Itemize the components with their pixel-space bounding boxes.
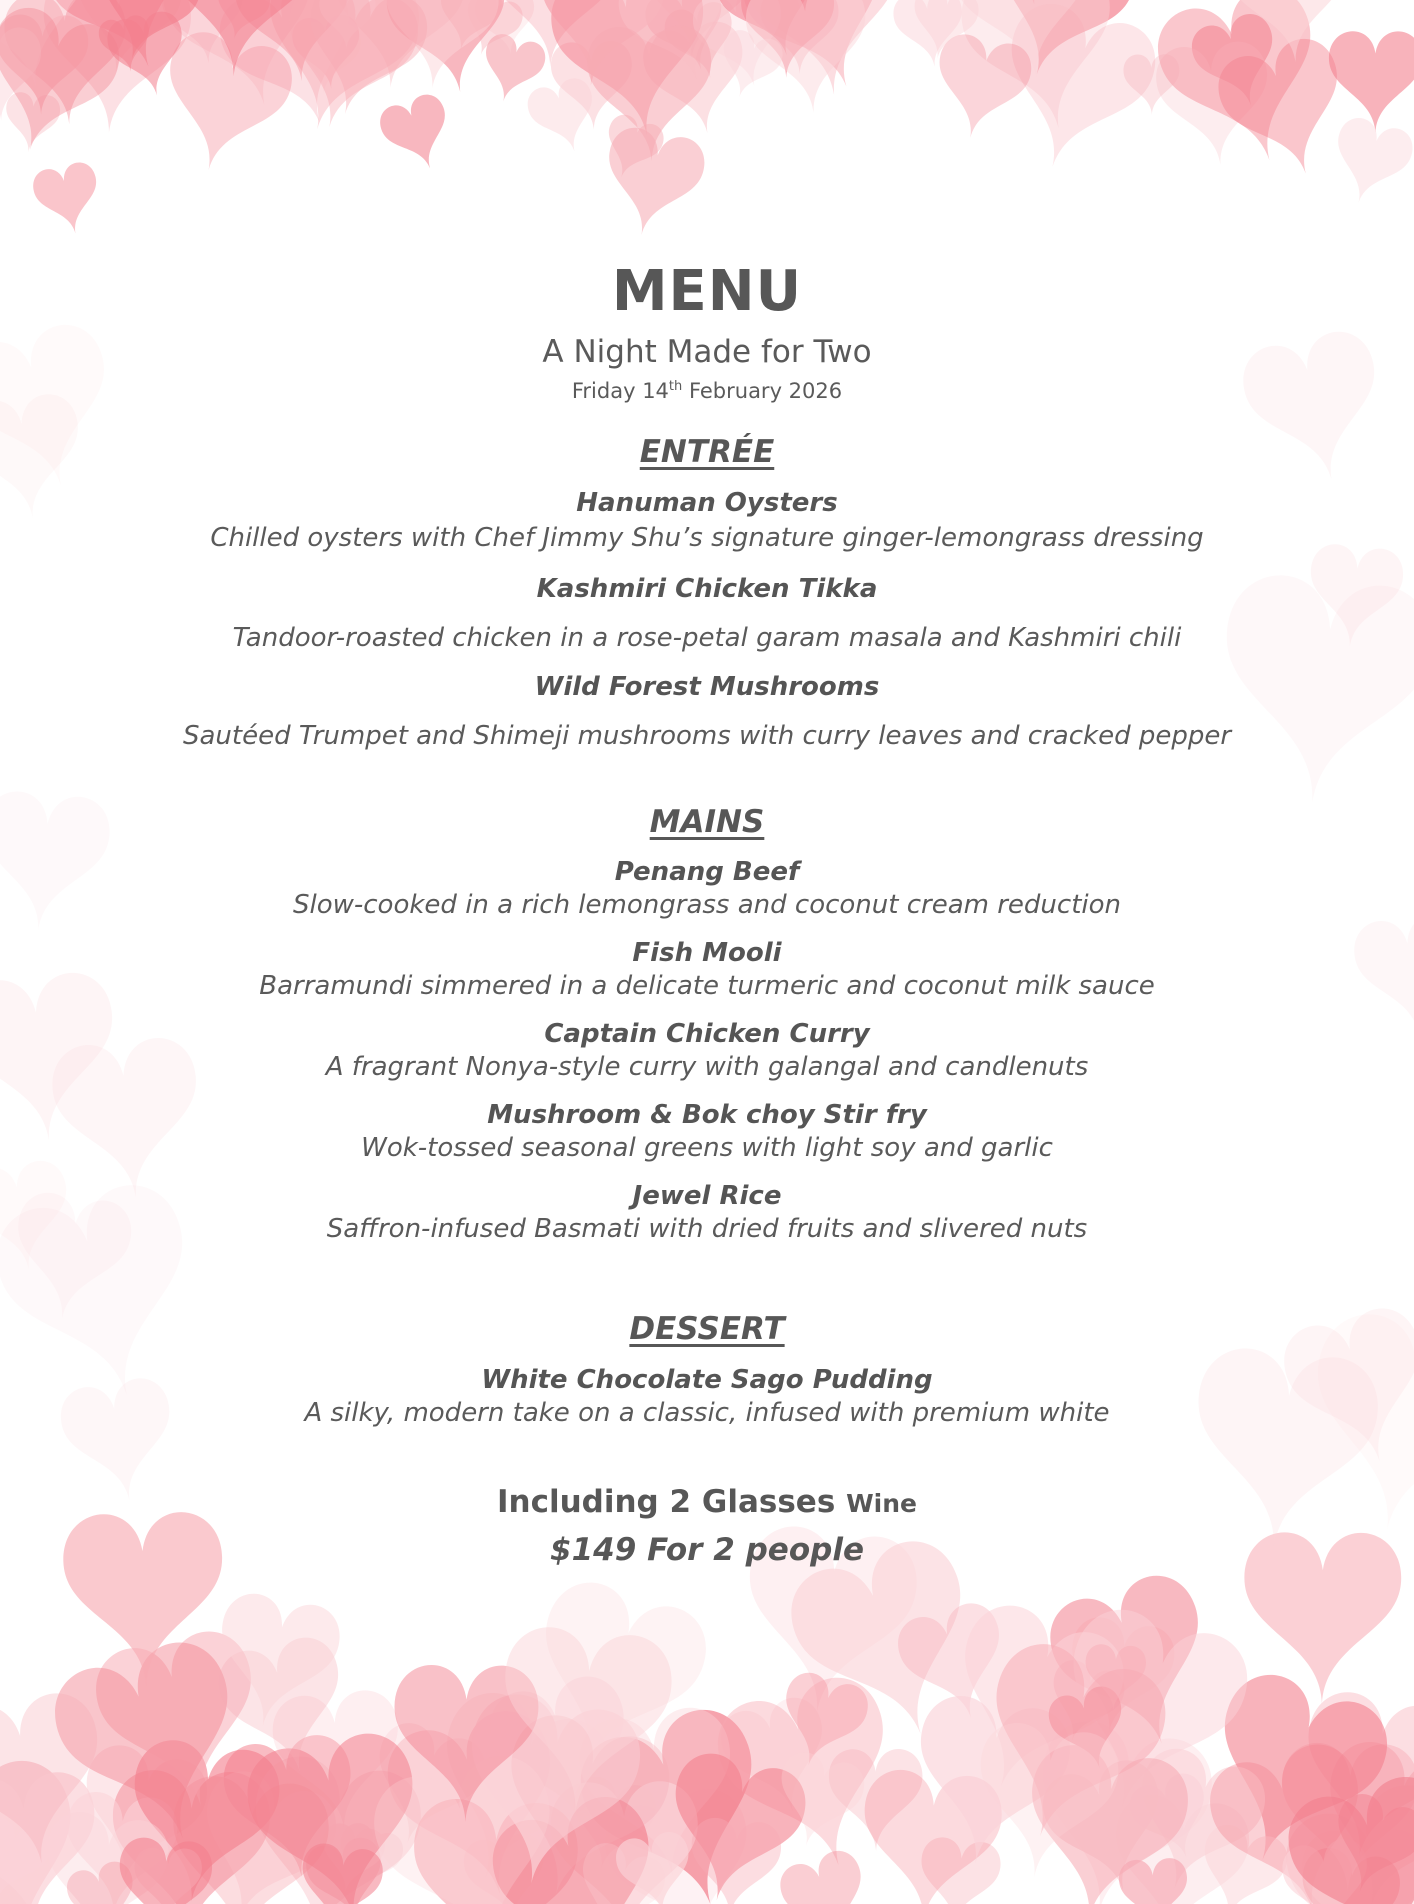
date-ordinal: th	[668, 379, 683, 394]
section-heading-mains: MAINS	[649, 804, 765, 840]
dish-name: Jewel Rice	[632, 1181, 782, 1211]
dish-description: A fragrant Nonya-style curry with galangal and candlenuts	[325, 1052, 1089, 1082]
section-heading-dessert: DESSERT	[629, 1311, 785, 1347]
dish-description: Slow-cooked in a rich lemongrass and coconut cream reduction	[292, 890, 1121, 920]
wine-inclusion	[0, 1482, 1414, 1524]
wine-label: Wine	[846, 1489, 917, 1518]
page-title: MENU	[611, 259, 803, 324]
dish-description: Barramundi simmered in a delicate turmeric and coconut milk sauce	[259, 971, 1155, 1001]
dish-description: A silky, modern take on a classic, infused with premium white	[304, 1398, 1110, 1428]
wine-inclusion-text: Including 2 Glasses	[497, 1484, 836, 1520]
dish-description: Tandoor-roasted chicken in a rose-petal garam masala and Kashmiri chili	[232, 623, 1182, 653]
menu-subtitle: A Night Made for Two	[542, 334, 872, 370]
dish-description: Saffron-infused Basmati with dried fruits and slivered nuts	[326, 1214, 1088, 1244]
dish-name: Kashmiri Chicken Tikka	[536, 574, 878, 604]
dish-name: Wild Forest Mushrooms	[534, 672, 880, 702]
date-month-year: February 2026	[682, 379, 843, 403]
dish-name: Captain Chicken Curry	[544, 1019, 870, 1049]
dish-name: Hanuman Oysters	[576, 488, 838, 518]
dish-description: Wok-tossed seasonal greens with light soy and garlic	[361, 1133, 1053, 1163]
dish-name: Mushroom & Bok choy Stir fry	[487, 1100, 927, 1130]
date-day: Friday 14	[571, 379, 669, 403]
price: $149 For 2 people	[550, 1532, 864, 1568]
dish-name: Fish Mooli	[632, 938, 782, 968]
dish-name: Penang Beef	[614, 857, 800, 887]
section-heading-entree: ENTRÉE	[639, 434, 775, 470]
dish-description: Chilled oysters with Chef Jimmy Shu’s signature ginger-lemongrass dressing	[210, 523, 1204, 553]
event-date	[0, 372, 1414, 406]
dish-name: White Chocolate Sago Pudding	[481, 1365, 933, 1395]
dish-description: Sautéed Trumpet and Shimeji mushrooms with curry leaves and cracked pepper	[182, 721, 1232, 751]
